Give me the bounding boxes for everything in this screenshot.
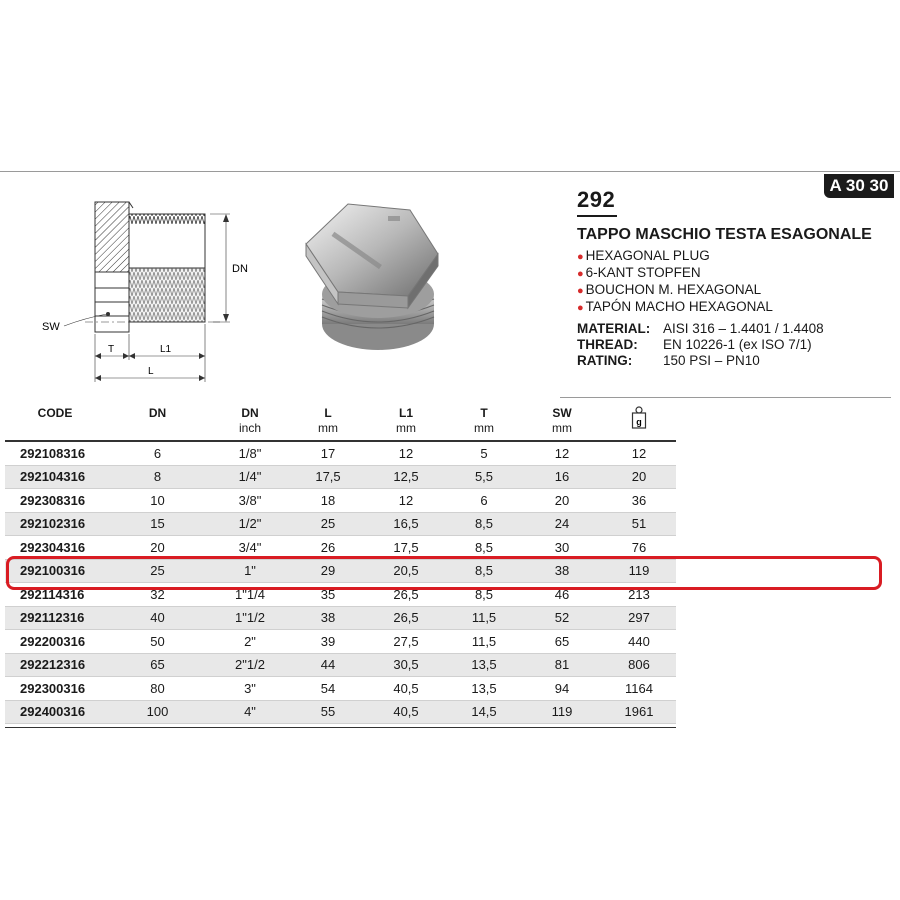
table-header <box>5 400 676 442</box>
header-weight <box>602 400 676 440</box>
table-cell: 6 <box>153 445 162 461</box>
cell-code: 292308316 <box>20 492 86 508</box>
cell-code: 292104316 <box>20 469 86 485</box>
dn-label: DN <box>232 263 248 275</box>
table-cell: 20,5 <box>393 563 419 579</box>
table-cell: 17,5 <box>315 469 341 485</box>
bullet-icon: ● <box>577 251 584 263</box>
table-cell: 1/2" <box>238 516 262 532</box>
table-cell: 94 <box>554 680 570 696</box>
table-cell: 52 <box>554 610 570 626</box>
table-cell: 39 <box>320 633 336 649</box>
table-cell: 8 <box>153 469 162 485</box>
table-cell: 8,5 <box>474 539 494 555</box>
table-cell: 15 <box>150 516 165 532</box>
table-cell: 13,5 <box>471 657 497 673</box>
table-row <box>5 489 676 513</box>
top-divider <box>0 171 900 172</box>
table-cell: 297 <box>628 610 650 626</box>
table-cell: 46 <box>554 586 570 602</box>
catalog-badge: A 30 30 <box>824 174 894 198</box>
cell-code: 292212316 <box>20 657 86 673</box>
table-cell: 2"1/2 <box>235 657 265 673</box>
table-cell: 55 <box>320 704 336 720</box>
table-cell: 26,5 <box>393 610 419 626</box>
specs <box>577 321 897 369</box>
table-cell: 2" <box>244 633 256 649</box>
header-code: CODE <box>37 406 73 420</box>
table-cell: 18 <box>320 492 336 508</box>
table-cell: 3/8" <box>238 492 262 508</box>
table-cell: 26 <box>320 539 336 555</box>
table-cell: 5 <box>480 445 488 461</box>
translation-item: ● TAPÓN MACHO HEXAGONAL <box>577 299 773 314</box>
table-cell: 20 <box>554 492 570 508</box>
table-cell: 5,5 <box>474 469 494 485</box>
table-row <box>5 513 676 537</box>
product-number-underline <box>577 215 617 217</box>
cell-code: 292400316 <box>20 704 86 720</box>
table-cell: 25 <box>320 516 336 532</box>
table-cell: 51 <box>631 516 647 532</box>
table-cell: 12 <box>398 445 414 461</box>
table-cell: 65 <box>554 633 570 649</box>
table-row <box>5 630 676 654</box>
table-cell: 54 <box>320 680 336 696</box>
translations-list <box>577 248 897 316</box>
product-info <box>577 186 897 369</box>
table-cell: 16,5 <box>393 516 419 532</box>
table-cell: 1164 <box>625 680 653 696</box>
table-cell: 213 <box>628 586 650 602</box>
translation-item: ● BOUCHON M. HEXAGONAL <box>577 282 762 297</box>
table-cell: 12,5 <box>393 469 419 485</box>
table-bottom-line <box>5 727 676 728</box>
header-l1: L1 mm <box>396 406 416 435</box>
translation-item: ● HEXAGONAL PLUG <box>577 248 710 263</box>
table-cell: 40,5 <box>393 704 419 720</box>
cell-code: 292300316 <box>20 680 86 696</box>
table-cell: 440 <box>628 633 650 649</box>
table-row <box>5 701 676 725</box>
table-cell: 20 <box>150 539 165 555</box>
l-label: L <box>148 366 154 377</box>
header-dn: DN <box>148 406 167 420</box>
table-cell: 11,5 <box>471 633 497 649</box>
table-cell: 35 <box>320 586 336 602</box>
product-photo <box>298 196 448 366</box>
cell-code: 292200316 <box>20 633 86 649</box>
table-cell: 100 <box>146 704 169 720</box>
cell-code: 292112316 <box>20 610 85 626</box>
header-l: L mm <box>318 406 338 435</box>
table-row <box>5 607 676 631</box>
table-cell: 16 <box>554 469 570 485</box>
table-cell: 25 <box>150 563 165 579</box>
cell-code: 292100316 <box>20 563 86 579</box>
table-cell: 10 <box>150 492 165 508</box>
table-cell: 20 <box>631 469 647 485</box>
table-cell: 13,5 <box>471 680 497 696</box>
table-cell: 1"1/4 <box>235 586 265 602</box>
table-cell: 119 <box>628 563 650 579</box>
table-cell: 3" <box>244 680 256 696</box>
table-cell: 6 <box>480 492 488 508</box>
table-cell: 32 <box>150 586 165 602</box>
cell-code: 292304316 <box>20 539 86 555</box>
table-cell: 12 <box>554 445 570 461</box>
bullet-icon: ● <box>577 285 584 297</box>
table-row <box>5 466 676 490</box>
cell-code: 292114316 <box>20 586 85 602</box>
table-cell: 40 <box>150 610 165 626</box>
table-cell: 1/8" <box>238 445 262 461</box>
table-cell: 8,5 <box>474 516 494 532</box>
table-cell: 1/4" <box>238 469 262 485</box>
table-cell: 12 <box>631 445 647 461</box>
table-cell: 4" <box>244 704 256 720</box>
table-row <box>5 442 676 466</box>
bullet-icon: ● <box>577 302 584 314</box>
table-cell: 24 <box>554 516 570 532</box>
table-cell: 26,5 <box>393 586 419 602</box>
table-cell: 30 <box>554 539 570 555</box>
mid-divider <box>560 397 891 398</box>
table-cell: 14,5 <box>471 704 497 720</box>
table-cell: 17 <box>320 445 336 461</box>
table-cell: 36 <box>631 492 647 508</box>
table-cell: 50 <box>150 633 165 649</box>
table-cell: 27,5 <box>393 633 419 649</box>
table-cell: 44 <box>320 657 336 673</box>
table-cell: 30,5 <box>393 657 419 673</box>
header-t: T mm <box>474 406 494 435</box>
table-cell: 806 <box>628 657 650 673</box>
table-cell: 8,5 <box>474 563 494 579</box>
table-cell: 1961 <box>624 704 654 720</box>
table-cell: 80 <box>150 680 165 696</box>
table-cell: 29 <box>320 563 336 579</box>
table-cell: 81 <box>554 657 570 673</box>
table-cell: 40,5 <box>393 680 419 696</box>
table-cell: 65 <box>150 657 165 673</box>
technical-drawing <box>30 192 250 392</box>
table-cell: 38 <box>554 563 570 579</box>
table-cell: 1"1/2 <box>235 610 265 626</box>
product-title: TAPPO MASCHIO TESTA ESAGONALE <box>577 226 872 243</box>
product-number: 292 <box>577 187 616 212</box>
table-cell: 11,5 <box>471 610 497 626</box>
header-dn-inch: DN inch <box>238 406 261 435</box>
spec-material: MATERIAL: AISI 316 – 1.4401 / 1.4408 <box>577 321 824 336</box>
table-cell: 119 <box>551 704 573 720</box>
header-sw: SW mm <box>552 406 572 435</box>
table-cell: 3/4" <box>238 539 262 555</box>
table-cell: 1" <box>244 563 256 579</box>
table-cell: 38 <box>320 610 336 626</box>
l1-label: L1 <box>160 344 172 355</box>
cell-code: 292102316 <box>20 516 86 532</box>
table-row <box>5 654 676 678</box>
t-label: T <box>108 344 115 355</box>
spec-rating: RATING: 150 PSI – PN10 <box>577 353 760 368</box>
table-row <box>5 677 676 701</box>
bullet-icon: ● <box>577 268 584 280</box>
sw-label: SW <box>42 321 60 333</box>
svg-text:g: g <box>636 417 642 427</box>
table-cell: 12 <box>398 492 414 508</box>
table-cell: 76 <box>631 539 647 555</box>
table-cell: 8,5 <box>474 586 494 602</box>
weight-icon <box>631 406 647 430</box>
translation-item: ● 6-KANT STOPFEN <box>577 265 701 280</box>
spec-thread: THREAD: EN 10226-1 (ex ISO 7/1) <box>577 337 812 352</box>
table-cell: 17,5 <box>393 539 419 555</box>
highlighted-row-outline <box>6 556 882 590</box>
cell-code: 292108316 <box>20 445 86 461</box>
